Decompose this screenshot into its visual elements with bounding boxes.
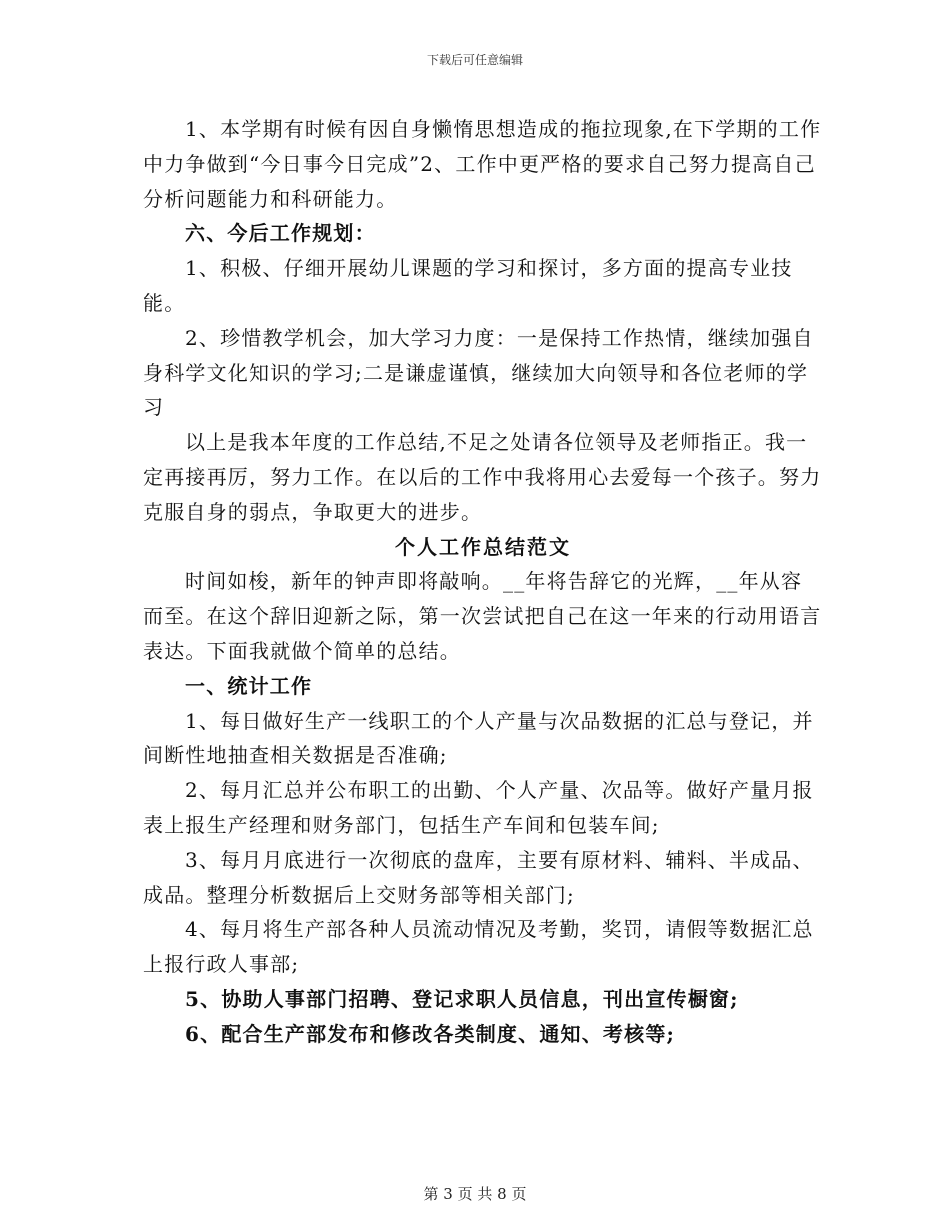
paragraph-stat-5: 5、协助人事部门招聘、登记求职人员信息，刊出宣传橱窗; — [185, 986, 739, 1011]
paragraph-stat-1: 1、每日做好生产一线职工的个人产量与次品数据的汇总与登记，并间断性地抽查相关数据是否准确; — [143, 708, 814, 768]
section-heading-future-plan: 六、今后工作规划： — [185, 221, 376, 246]
document-body — [143, 112, 823, 1052]
paragraph-self-improvement: 1、本学期有时候有因自身懒惰思想造成的拖拉现象,在下学期的工作中力争做到“今日事今日完成”2、工作中更严格的要求自己努力提高自己分析问题能力和科研能力。 — [143, 117, 822, 211]
paragraph-stat-6: 6、配合生产部发布和修改各类制度、通知、考核等; — [185, 1021, 676, 1046]
section-heading-statistics: 一、统计工作 — [185, 673, 313, 698]
paragraph-plan-1: 1、积极、仔细开展幼儿课题的学习和探讨，多方面的提高专业技能。 — [143, 256, 793, 315]
document-title: 个人工作总结范文 — [395, 534, 571, 559]
paragraph-stat-2: 2、每月汇总并公布职工的出勤、个人产量、次品等。做好产量月报表上报生产经理和财务部门，包括生产车间和包装车间; — [143, 778, 814, 837]
paragraph-intro: 时间如梭，新年的钟声即将敲响。__年将告辞它的光辉，__年从容而至。在这个辞旧迎新之际，第一次尝试把自己在这一年来的行动用语言表达。下面我就做个简单的总结。 — [143, 569, 822, 663]
page-header: 下载后可任意编辑 — [426, 53, 523, 67]
paragraph-stat-4: 4、每月将生产部各种人员流动情况及考勤，奖罚，请假等数据汇总上报行政人事部; — [143, 917, 814, 977]
paragraph-plan-2: 2、珍惜教学机会，加大学习力度：一是保持工作热情，继续加强自身科学文化知识的学习;二是谦虚谨慎，继续加大向领导和各位老师的学习 — [143, 325, 814, 420]
page-footer: 第 3 页 共 8 页 — [423, 1185, 527, 1203]
paragraph-conclusion: 以上是我本年度的工作总结,不足之处请各位领导及老师指正。我一定再接再厉，努力工作。在以后的工作中我将用心去爱每一个孩子。努力克服自身的弱点，争取更大的进步。 — [143, 430, 822, 524]
paragraph-stat-3: 3、每月月底进行一次彻底的盘库，主要有原材料、辅料、半成品、成品。整理分析数据后上交财务部等相关部门; — [143, 847, 814, 907]
